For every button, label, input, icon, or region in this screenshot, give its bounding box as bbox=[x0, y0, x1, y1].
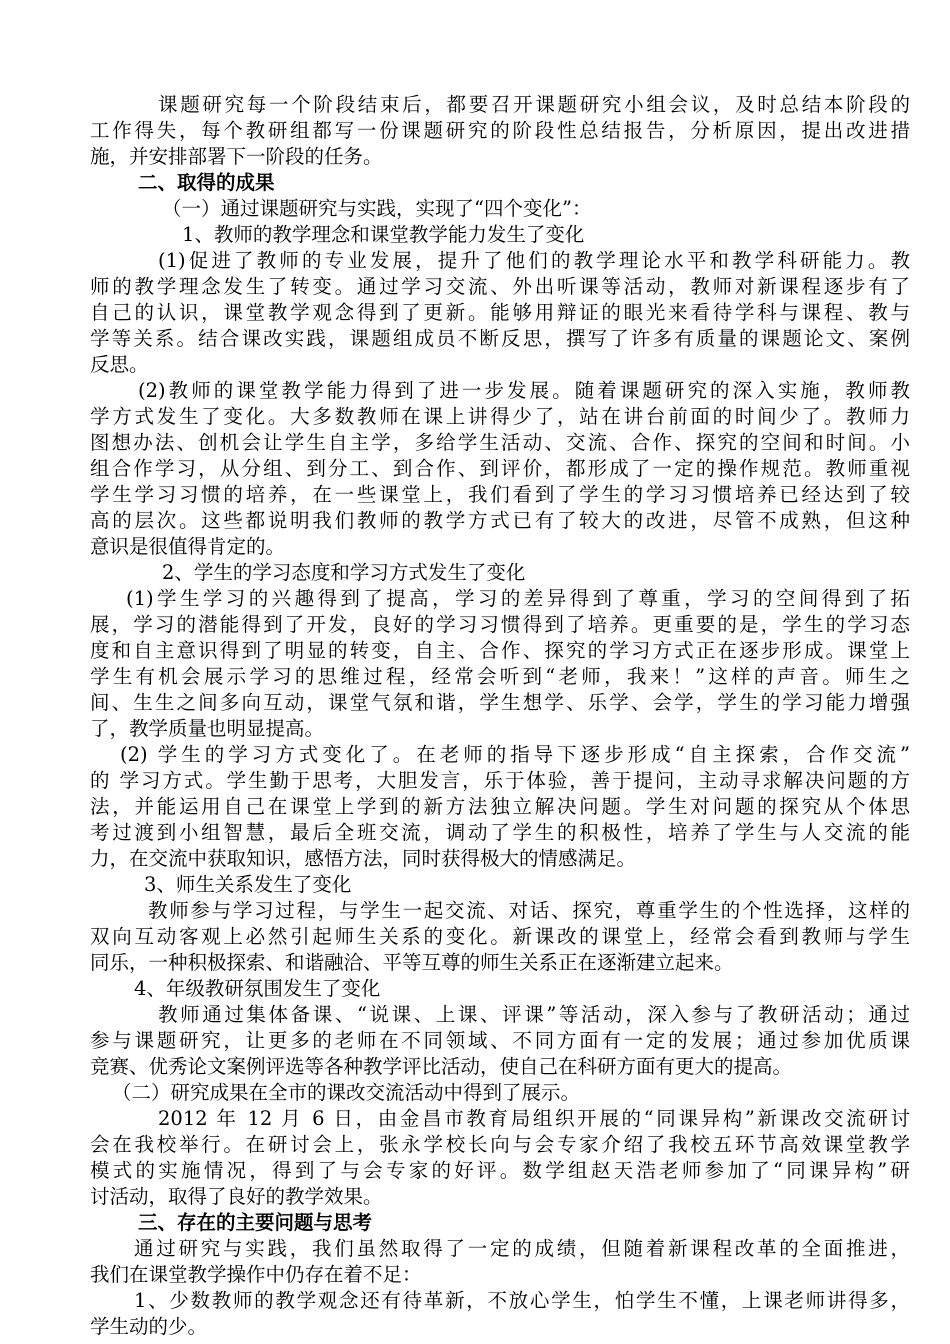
text-line: 2012 年 12 月 6 日，由金昌市教育局组织开展的“同课异构”新课改交流研讨 bbox=[158, 1107, 910, 1130]
text-line: 工作得失，每个教研组都写一份课题研究的阶段性总结报告，分析原因，提出改进措 bbox=[90, 119, 910, 142]
text-line: 自己的认识，课堂教学观念得到了更新。能够用辩证的眼光来看待学科与课程、教与 bbox=[90, 301, 910, 324]
text-line: 讨活动，取得了良好的教学效果。 bbox=[90, 1185, 383, 1208]
text-line: 4、年级教研氛围发生了变化 bbox=[134, 977, 381, 1000]
text-line: 课题研究每一个阶段结束后，都要召开课题研究小组会议，及时总结本阶段的 bbox=[158, 93, 910, 116]
text-line: 双向互动客观上必然引起师生关系的变化。新课改的课堂上，经常会看到教师与学生 bbox=[90, 925, 910, 948]
text-line: 考过渡到小组智慧，最后全班交流，调动了学生的积极性，培养了学生与人交流的能 bbox=[90, 821, 910, 844]
text-line: （一）通过课题研究与实践，实现了“四个变化”： bbox=[162, 197, 592, 220]
text-line: 高的层次。这些都说明我们教师的教学方式已有了较大的改进，尽管不成熟，但这种 bbox=[90, 509, 910, 532]
text-line: 1、少数教师的教学观念还有待革新，不放心学生，怕学生不懂，上课老师讲得多， bbox=[134, 1289, 910, 1312]
text-line: 学生动的少。 bbox=[90, 1315, 208, 1338]
text-line: 施，并安排部署下一阶段的任务。 bbox=[90, 145, 383, 168]
text-line: 学生有机会展示学习的思维过程，经常会听到“老师，我来！”这样的声音。师生之 bbox=[90, 665, 910, 688]
text-line: (1)促进了教师的专业发展，提升了他们的教学理论水平和教学科研能力。教 bbox=[158, 249, 910, 272]
text-line: 师的教学理念发生了转变。通过学习交流、外出听课等活动，教师对新课程逐步有了 bbox=[90, 275, 910, 298]
text-line: 2、学生的学习态度和学习方式发生了变化 bbox=[162, 561, 526, 584]
text-line: 的 学习方式。学生勤于思考，大胆发言，乐于体验，善于提问，主动寻求解决问题的方 bbox=[90, 769, 910, 792]
text-line: 教师通过集体备课、“说课、上课、评课”等活动，深入参与了教研活动；通过 bbox=[158, 1003, 910, 1026]
text-line: 展，学习的潜能得到了开发，良好的学习习惯得到了培养。更重要的是，学生的学习态 bbox=[90, 613, 910, 636]
text-line: 会在我校举行。在研讨会上，张永学校长向与会专家介绍了我校五环节高效课堂教学 bbox=[90, 1133, 910, 1156]
text-line: 竞赛、优秀论文案例评选等各种教学评比活动，使自己在科研方面有更大的提高。 bbox=[90, 1055, 793, 1078]
text-line: 参与课题研究，让更多的老师在不同领域、不同方面有一定的发展；通过参加优质课 bbox=[90, 1029, 910, 1052]
text-line: 教师参与学习过程，与学生一起交流、对话、探究，尊重学生的个性选择，这样的 bbox=[148, 899, 910, 922]
text-line: 力，在交流中获取知识，感悟方法，同时获得极大的情感满足。 bbox=[90, 847, 637, 870]
text-line: （二）研究成果在全市的课改交流活动中得到了展示。 bbox=[112, 1081, 581, 1104]
text-line: 了，教学质量也明显提高。 bbox=[90, 717, 325, 740]
text-line: 模式的实施情况，得到了与会专家的好评。数学组赵天浩老师参加了“同课异构”研 bbox=[90, 1159, 910, 1182]
section-heading: 三、存在的主要问题与思考 bbox=[138, 1211, 373, 1234]
text-line: 图想办法、创机会让学生自主学，多给学生活动、交流、合作、探究的空间和时间。小 bbox=[90, 431, 910, 454]
text-line: 间、生生之间多向互动，课堂气氛和谐，学生想学、乐学、会学，学生的学习能力增强 bbox=[90, 691, 910, 714]
text-line: (2) 学生的学习方式变化了。在老师的指导下逐步形成“自主探索，合作交流” bbox=[120, 743, 910, 766]
text-line: 我们在课堂教学操作中仍存在着不足： bbox=[90, 1263, 422, 1286]
document-body bbox=[90, 92, 910, 1340]
text-line: (2)教师的课堂教学能力得到了进一步发展。随着课题研究的深入实施，教师教 bbox=[138, 379, 910, 402]
text-line: 同乐，一种积极探索、和谐融洽、平等互尊的师生关系正在逐渐建立起来。 bbox=[90, 951, 734, 974]
text-line: 学方式发生了变化。大多数教师在课上讲得少了，站在讲台前面的时间少了。教师力 bbox=[90, 405, 910, 428]
text-line: 意识是很值得肯定的。 bbox=[90, 535, 286, 558]
section-heading: 二、取得的成果 bbox=[138, 171, 275, 194]
text-line: 1、教师的教学理念和课堂教学能力发生了变化 bbox=[182, 223, 585, 246]
text-line: 学等关系。结合课改实践，课题组成员不断反思，撰写了许多有质量的课题论文、案例 bbox=[90, 327, 910, 350]
text-line: (1)学生学习的兴趣得到了提高，学习的差异得到了尊重，学习的空间得到了拓 bbox=[126, 587, 910, 610]
text-line: 学生学习习惯的培养，在一些课堂上，我们看到了学生的学习习惯培养已经达到了较 bbox=[90, 483, 910, 506]
text-line: 3、师生关系发生了变化 bbox=[144, 873, 352, 896]
text-line: 反思。 bbox=[90, 353, 149, 376]
text-line: 组合作学习，从分组、到分工、到合作、到评价，都形成了一定的操作规范。教师重视 bbox=[90, 457, 910, 480]
text-line: 通过研究与实践，我们虽然取得了一定的成绩，但随着新课程改革的全面推进， bbox=[134, 1237, 910, 1260]
text-line: 法，并能运用自己在课堂上学到的新方法独立解决问题。学生对问题的探究从个体思 bbox=[90, 795, 910, 818]
text-line: 度和自主意识得到了明显的转变，自主、合作、探究的学习方式正在逐步形成。课堂上 bbox=[90, 639, 910, 662]
